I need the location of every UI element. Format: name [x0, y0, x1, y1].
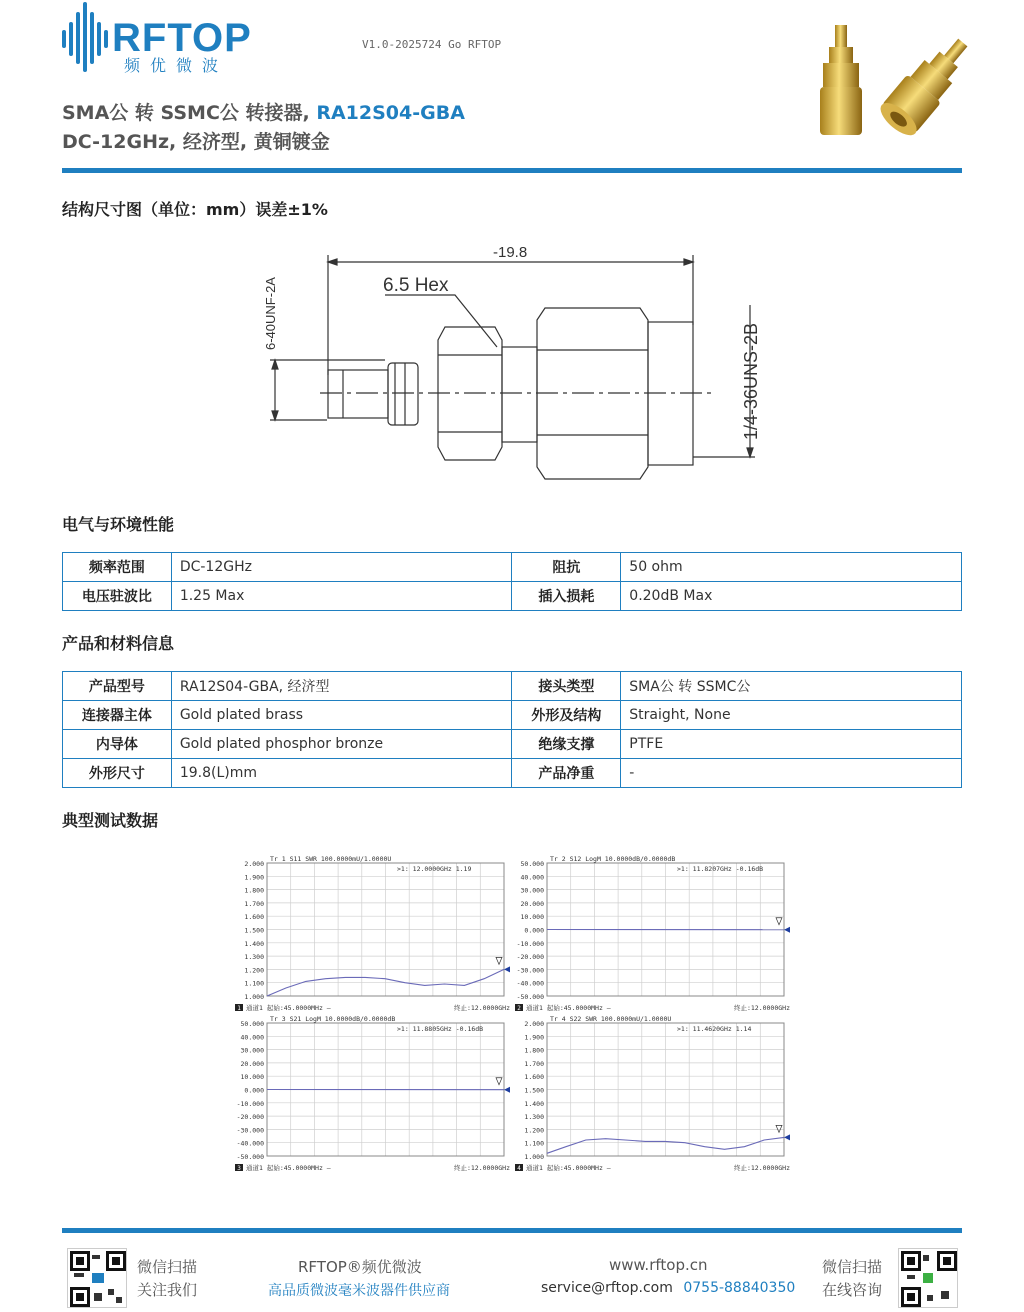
- y-tick-label: 50.000: [240, 1020, 264, 1028]
- label-insertion-loss: 插入损耗: [512, 582, 621, 611]
- y-tick-label: 1.200: [524, 1126, 544, 1135]
- y-tick-label: -40.000: [236, 1139, 264, 1148]
- y-tick-label: 1.600: [244, 913, 264, 922]
- y-tick-label: 10.000: [520, 913, 544, 922]
- y-tick-label: 1.400: [524, 1099, 544, 1108]
- y-tick-label: 1.300: [524, 1113, 544, 1122]
- label-connector-type: 接头类型: [512, 672, 621, 701]
- marker-readout: >1: 11.8207GHz -0.16dB: [677, 865, 764, 873]
- label-body: 连接器主体: [63, 701, 172, 730]
- table-row: [63, 582, 962, 611]
- y-tick-label: 1.500: [244, 926, 264, 935]
- label-shape: 外形及结构: [512, 701, 621, 730]
- trace-badge-label: 1: [237, 1005, 241, 1012]
- dim-length-label: -19.8: [493, 244, 528, 261]
- chart-s12: [512, 853, 792, 1013]
- y-tick-label: -20.000: [516, 953, 544, 962]
- value-insertion-loss: 0.20dB Max: [621, 582, 962, 611]
- table-row: [63, 759, 962, 788]
- y-tick-label: 0.000: [524, 926, 544, 935]
- y-tick-label: 0.000: [244, 1086, 264, 1095]
- value-body: Gold plated brass: [171, 701, 512, 730]
- footer-stop: 终止:12.0000GHz: [453, 1164, 510, 1172]
- y-tick-label: 1.000: [524, 1153, 544, 1161]
- marker-triangle: [496, 957, 502, 964]
- dimension-drawing: [255, 235, 775, 490]
- y-tick-label: 1.400: [244, 939, 264, 948]
- marker-readout: >1: 11.8805GHz -0.16dB: [397, 1025, 484, 1033]
- y-tick-label: 30.000: [520, 886, 544, 895]
- value-connector-type: SMA公 转 SSMC公: [621, 672, 962, 701]
- table-row: [63, 553, 962, 582]
- y-tick-label: -50.000: [236, 1153, 264, 1161]
- label-insulator: 绝缘支撑: [512, 730, 621, 759]
- title-prefix: SMA公 转 SSMC公 转接器,: [62, 102, 317, 124]
- value-vswr: 1.25 Max: [171, 582, 512, 611]
- value-insulator: PTFE: [621, 730, 962, 759]
- y-tick-label: -20.000: [236, 1113, 264, 1122]
- y-tick-label: 1.000: [244, 993, 264, 1001]
- trace-badge-label: 3: [237, 1165, 241, 1172]
- marker-triangle: [496, 1078, 502, 1085]
- dim-hex-label: 6.5 Hex: [383, 275, 449, 296]
- y-tick-label: 1.900: [524, 1033, 544, 1042]
- y-tick-label: 20.000: [520, 899, 544, 908]
- y-tick-label: 10.000: [240, 1073, 264, 1082]
- footer-start: 通道1 起始:45.0000MHz —: [246, 1004, 331, 1012]
- document-version: V1.0-2025724 Go RFTOP: [362, 38, 502, 51]
- label-weight: 产品净重: [512, 759, 621, 788]
- marker-readout: >1: 11.4620GHz 1.14: [677, 1025, 752, 1033]
- product-subtitle: DC-12GHz, 经济型, 黄铜镀金: [62, 131, 330, 153]
- footer-stop: 终止:12.0000GHz: [733, 1004, 790, 1012]
- y-tick-label: 1.200: [244, 966, 264, 975]
- drawing-section-title: 结构尺寸图（单位：mm）误差±1%: [62, 200, 328, 219]
- footer-start: 通道1 起始:45.0000MHz —: [246, 1164, 331, 1172]
- label-model: 产品型号: [63, 672, 172, 701]
- y-tick-label: 20.000: [240, 1059, 264, 1068]
- label-impedance: 阻抗: [512, 553, 621, 582]
- logo-subtitle: 频优微波: [124, 56, 229, 75]
- product-title: [62, 98, 465, 125]
- footer-stop: 终止:12.0000GHz: [453, 1004, 510, 1012]
- y-tick-label: 2.000: [524, 1020, 544, 1028]
- value-inner-conductor: Gold plated phosphor bronze: [171, 730, 512, 759]
- logo-text: RFTOP: [112, 16, 252, 60]
- product-table: [62, 671, 962, 788]
- chart-title: Tr 4 S22 SWR 100.0000mU/1.0000U: [550, 1015, 672, 1023]
- y-tick-label: -50.000: [516, 993, 544, 1001]
- footer-consult-line2: 在线咨询: [822, 1281, 883, 1299]
- footer-consult-line1: 微信扫描: [822, 1258, 883, 1276]
- y-tick-label: 1.100: [244, 979, 264, 988]
- electrical-table: [62, 552, 962, 611]
- footer-rule: [62, 1228, 962, 1233]
- reference-marker: [784, 927, 790, 933]
- y-tick-label: 1.800: [244, 886, 264, 895]
- y-tick-label: -10.000: [236, 1099, 264, 1108]
- y-tick-label: 40.000: [240, 1033, 264, 1042]
- footer-email[interactable]: service@rftop.com: [541, 1280, 673, 1296]
- label-vswr: 电压驻波比: [63, 582, 172, 611]
- part-number: RA12S04-GBA: [316, 102, 465, 124]
- trace-badge-label: 4: [517, 1165, 521, 1172]
- reference-marker: [784, 1134, 790, 1140]
- footer-start: 通道1 起始:45.0000MHz —: [526, 1004, 611, 1012]
- marker-readout: >1: 12.0000GHz 1.19: [397, 865, 472, 873]
- value-model: RA12S04-GBA, 经济型: [171, 672, 512, 701]
- value-weight: -: [621, 759, 962, 788]
- qr-code-consult: [898, 1248, 958, 1308]
- label-frequency: 频率范围: [63, 553, 172, 582]
- product-photo: [805, 20, 975, 140]
- reference-marker: [504, 1087, 510, 1093]
- value-shape: Straight, None: [621, 701, 962, 730]
- qr-code-follow: [67, 1248, 127, 1308]
- value-frequency: DC-12GHz: [171, 553, 512, 582]
- trace-badge-label: 2: [517, 1005, 521, 1012]
- footer-brand: RFTOP®频优微波: [298, 1258, 422, 1276]
- chart-s21: [232, 1013, 512, 1173]
- y-tick-label: 1.100: [524, 1139, 544, 1148]
- marker-triangle: [776, 1125, 782, 1132]
- table-row: [63, 701, 962, 730]
- chart-title: Tr 1 S11 SWR 100.0000mU/1.0000U: [270, 855, 392, 863]
- table-row: [63, 730, 962, 759]
- chart-s22: [512, 1013, 792, 1173]
- footer-stop: 终止:12.0000GHz: [733, 1164, 790, 1172]
- footer-contact: [541, 1280, 795, 1296]
- label-inner-conductor: 内导体: [63, 730, 172, 759]
- footer-follow-line1: 微信扫描: [137, 1258, 198, 1276]
- footer-website[interactable]: www.rftop.cn: [609, 1256, 708, 1274]
- y-tick-label: 2.000: [244, 860, 264, 868]
- chart-title: Tr 3 S21 LogM 10.0000dB/0.0000dB: [270, 1015, 396, 1023]
- reference-marker: [504, 966, 510, 972]
- y-tick-label: 1.300: [244, 953, 264, 962]
- y-tick-label: 1.600: [524, 1073, 544, 1082]
- label-dimensions: 外形尺寸: [63, 759, 172, 788]
- electrical-section-title: 电气与环境性能: [62, 515, 175, 534]
- marker-triangle: [776, 918, 782, 925]
- chart-s11: [232, 853, 512, 1013]
- y-tick-label: 1.900: [244, 873, 264, 882]
- y-tick-label: 1.500: [524, 1086, 544, 1095]
- header-rule: [62, 168, 962, 173]
- y-tick-label: 1.700: [524, 1059, 544, 1068]
- y-tick-label: 30.000: [240, 1046, 264, 1055]
- footer-start: 通道1 起始:45.0000MHz —: [526, 1164, 611, 1172]
- chart-title: Tr 2 S12 LogM 10.0000dB/0.0000dB: [550, 855, 676, 863]
- footer-slogan: 高品质微波毫米波器件供应商: [268, 1283, 450, 1299]
- dim-left-thread-label: 6-40UNF-2A: [263, 277, 278, 350]
- footer-phone: 0755-88840350: [683, 1280, 796, 1296]
- value-impedance: 50 ohm: [621, 553, 962, 582]
- footer-follow-line2: 关注我们: [137, 1281, 198, 1299]
- y-tick-label: 1.700: [244, 899, 264, 908]
- y-tick-label: -10.000: [516, 939, 544, 948]
- y-tick-label: -30.000: [236, 1126, 264, 1135]
- y-tick-label: 40.000: [520, 873, 544, 882]
- y-tick-label: 50.000: [520, 860, 544, 868]
- test-section-title: 典型测试数据: [62, 811, 159, 830]
- product-section-title: 产品和材料信息: [62, 634, 175, 653]
- y-tick-label: 1.800: [524, 1046, 544, 1055]
- dim-right-thread-label: 1/4-36UNS-2B: [741, 322, 761, 440]
- table-row: [63, 672, 962, 701]
- y-tick-label: -30.000: [516, 966, 544, 975]
- logo-mark: [62, 0, 112, 70]
- value-dimensions: 19.8(L)mm: [171, 759, 512, 788]
- y-tick-label: -40.000: [516, 979, 544, 988]
